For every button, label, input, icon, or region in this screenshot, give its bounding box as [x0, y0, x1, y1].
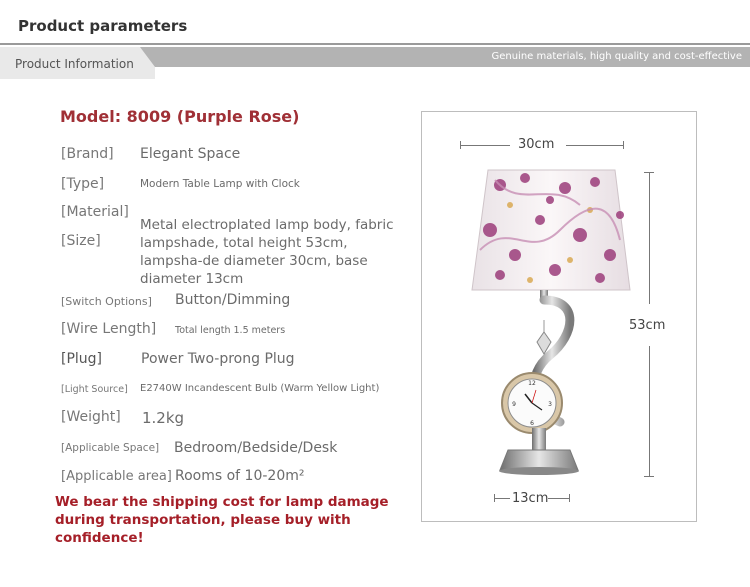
param-label-brand: [Brand]: [61, 146, 114, 162]
param-value-switch: Button/Dimming: [175, 292, 291, 308]
param-label-weight: [Weight]: [61, 409, 121, 425]
param-label-switch: [Switch Options]: [61, 295, 152, 308]
svg-text:9: 9: [512, 401, 516, 408]
param-value-plug: Power Two-prong Plug: [141, 351, 295, 367]
param-value-wire: Total length 1.5 meters: [175, 325, 286, 336]
base-dim-line-right: [548, 498, 570, 499]
param-label-size: [Size]: [61, 233, 101, 249]
page-title: Product parameters: [18, 17, 188, 35]
param-label-light: [Light Source]: [61, 384, 128, 395]
svg-text:6: 6: [530, 420, 534, 427]
param-value-space: Bedroom/Bedside/Desk: [174, 440, 338, 456]
dim-tick: [623, 141, 624, 149]
section-tab-label: Product Information: [15, 57, 134, 71]
param-label-space: [Applicable Space]: [61, 442, 160, 454]
shade-width-label: 30cm: [518, 137, 555, 152]
param-label-material: [Material]: [61, 204, 129, 220]
param-value-material-size: Metal electroplated lamp body, fabric lampshade, total height 53cm, lampsha-de diameter 30cm, base diameter 13cm: [140, 217, 394, 287]
slogan: Genuine materials, high quality and cost-effective: [491, 51, 742, 62]
svg-text:12: 12: [528, 380, 536, 387]
lamp-stem: [532, 428, 546, 450]
header-rule: [0, 43, 750, 45]
dim-tick: [460, 141, 461, 149]
param-label-wire: [Wire Length]: [61, 321, 157, 337]
param-value-brand: Elegant Space: [140, 146, 241, 162]
param-value-area: Rooms of 10-20m²: [175, 468, 305, 484]
total-height-label: 53cm: [629, 318, 666, 333]
param-label-area: [Applicable area]: [61, 469, 172, 484]
param-value-light: E2740W Incandescent Bulb (Warm Yellow Light): [140, 383, 380, 394]
shipping-notice: We bear the shipping cost for lamp damage during transportation, please buy with confidence!: [55, 494, 389, 546]
param-label-plug: [Plug]: [61, 351, 103, 367]
param-value-weight: 1.2kg: [142, 409, 185, 427]
svg-text:3: 3: [548, 401, 552, 408]
table-lamp-illustration: [470, 160, 650, 490]
base-dim-line-left: [494, 498, 510, 499]
dim-line-left: [460, 145, 510, 146]
dim-line-right: [566, 145, 624, 146]
base-width-label: 13cm: [512, 491, 549, 506]
base-dim-tick: [494, 494, 495, 502]
param-value-type: Modern Table Lamp with Clock: [140, 178, 300, 190]
model-title: Model: 8009 (Purple Rose): [60, 107, 300, 126]
base-dim-tick: [569, 494, 570, 502]
param-label-type: [Type]: [61, 176, 105, 192]
